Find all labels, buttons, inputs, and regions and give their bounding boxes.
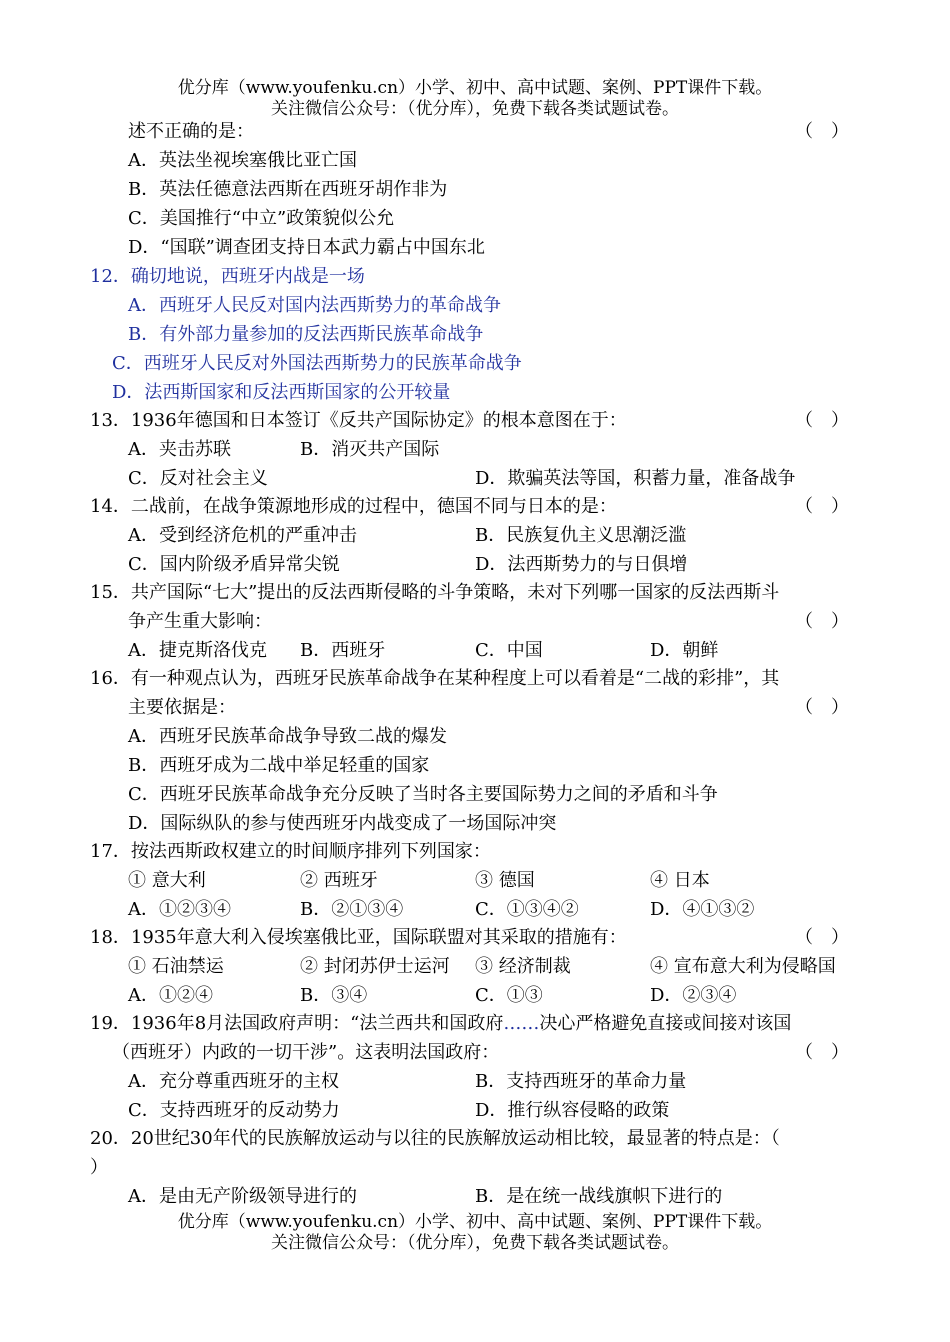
answer-blank: （ ） <box>795 1042 849 1063</box>
option-b: B．西班牙成为二战中举足轻重的国家 <box>128 755 430 776</box>
option-d: D．②③④ <box>650 985 737 1006</box>
answer-blank: （ ） <box>795 410 849 431</box>
option-d: D．法西斯势力的与日俱增 <box>475 554 688 575</box>
question-16-stem-line-2: 主要依据是： <box>128 697 236 718</box>
option-d: D．朝鲜 <box>650 640 719 661</box>
question-20-stem-line-2: ） <box>90 1157 108 1178</box>
option-d: D．国际纵队的参与使西班牙内战变成了一场国际冲突 <box>128 813 557 834</box>
answer-blank: （ ） <box>795 611 849 632</box>
option-c: C．美国推行“中立”政策貌似公允 <box>128 208 395 229</box>
option-a: A．是由无产阶级领导进行的 <box>128 1186 357 1207</box>
option-b: B．民族复仇主义思潮泛滥 <box>475 525 687 546</box>
answer-blank: （ ） <box>795 121 849 142</box>
option-c: C．国内阶级矛盾异常尖锐 <box>128 554 340 575</box>
option-b: B．支持西班牙的革命力量 <box>475 1071 687 1092</box>
question-11-stem: 述不正确的是： <box>128 121 254 142</box>
footer-line-2: 关注微信公众号：（优分库），免费下载各类试题试卷。 <box>271 1233 679 1253</box>
option-a: A．①②③④ <box>128 899 231 920</box>
question-16-stem-line-1: 16．有一种观点认为，西班牙民族革命战争在某种程度上可以看着是“二战的彩排”，其 <box>90 668 780 689</box>
option-b: B．是在统一战线旗帜下进行的 <box>475 1186 723 1207</box>
option-b: B．③④ <box>300 985 368 1006</box>
answer-blank: （ ） <box>795 697 849 718</box>
option-d: D．欺骗英法等国，积蓄力量，准备战争 <box>475 468 796 489</box>
option-a: A．充分尊重西班牙的主权 <box>128 1071 339 1092</box>
option-b: B．西班牙 <box>300 640 386 661</box>
option-d: D．④①③② <box>650 899 755 920</box>
question-15-stem-line-1: 15．共产国际“七大”提出的反法西斯侵略的斗争策略，未对下列哪一国家的反法西斯斗 <box>90 582 780 603</box>
answer-blank: （ ） <box>795 927 849 948</box>
option-c: C．反对社会主义 <box>128 468 268 489</box>
option-c: C．西班牙民族革命战争充分反映了当时各主要国际势力之间的矛盾和斗争 <box>128 784 718 805</box>
option-b: B．②①③④ <box>300 899 404 920</box>
option-b: B．英法任德意法西斯在西班牙胡作非为 <box>128 179 448 200</box>
question-17-stem: 17．按法西斯政权建立的时间顺序排列下列国家： <box>90 841 491 862</box>
option-d: D．法西斯国家和反法西斯国家的公开较量 <box>112 382 451 403</box>
option-a: A．受到经济危机的严重冲击 <box>128 525 357 546</box>
option-a: A．捷克斯洛伐克 <box>128 640 267 661</box>
question-19-stem-line-2: （西班牙）内政的一切干涉”。这表明法国政府： <box>112 1042 500 1063</box>
option-c: C．中国 <box>475 640 543 661</box>
option-c: C．西班牙人民反对外国法西斯势力的民族革命战争 <box>112 353 522 374</box>
option-c: C．①③ <box>475 985 543 1006</box>
item-2: ② 封闭苏伊士运河 <box>300 956 450 977</box>
option-a: A．西班牙人民反对国内法西斯势力的革命战争 <box>128 295 501 316</box>
answer-blank: （ ） <box>795 496 849 517</box>
option-d: D．推行纵容侵略的政策 <box>475 1100 670 1121</box>
option-b: B．有外部力量参加的反法西斯民族革命战争 <box>128 324 484 345</box>
item-2: ② 西班牙 <box>300 870 378 891</box>
option-a: A．夹击苏联 <box>128 439 231 460</box>
item-4: ④ 日本 <box>650 870 710 891</box>
question-18-stem: 18．1935年意大利入侵埃塞俄比亚，国际联盟对其采取的措施有： <box>90 927 627 948</box>
option-b: B．消灭共产国际 <box>300 439 440 460</box>
question-19-stem-line-1 <box>90 1013 791 1035</box>
item-3: ③ 经济制裁 <box>475 956 571 977</box>
item-4: ④ 宣布意大利为侵略国 <box>650 956 836 977</box>
ellipsis: …… <box>503 1013 540 1034</box>
option-a: A．西班牙民族革命战争导致二战的爆发 <box>128 726 447 747</box>
question-20-stem-line-1: 20．20世纪30年代的民族解放运动与以往的民族解放运动相比较，最显著的特点是：（ <box>90 1128 780 1149</box>
option-a: A．①②④ <box>128 985 213 1006</box>
question-13-stem: 13．1936年德国和日本签订《反共产国际协定》的根本意图在于： <box>90 410 627 431</box>
item-1: ① 石油禁运 <box>128 956 224 977</box>
option-c: C．支持西班牙的反动势力 <box>128 1100 340 1121</box>
option-a: A．英法坐视埃塞俄比亚亡国 <box>128 150 357 171</box>
item-1: ① 意大利 <box>128 870 206 891</box>
header-line-2: 关注微信公众号：（优分库），免费下载各类试题试卷。 <box>271 99 679 119</box>
question-15-stem-line-2: 争产生重大影响： <box>128 611 272 632</box>
question-12-stem: 12．确切地说，西班牙内战是一场 <box>90 266 365 287</box>
option-c: C．①③④② <box>475 899 579 920</box>
stem-text-end: 决心严格避免直接或间接对该国 <box>539 1013 792 1034</box>
question-14-stem: 14．二战前，在战争策源地形成的过程中，德国不同与日本的是： <box>90 496 617 517</box>
item-3: ③ 德国 <box>475 870 535 891</box>
header-line-1: 优分库（www.youfenku.cn）小学、初中、高中试题、案例、PPT课件下载。 <box>177 78 773 98</box>
option-d: D．“国联”调查团支持日本武力霸占中国东北 <box>128 237 485 258</box>
stem-text-start: 19．1936年8月法国政府声明：“法兰西共和国政府 <box>90 1013 504 1034</box>
footer-line-1: 优分库（www.youfenku.cn）小学、初中、高中试题、案例、PPT课件下载。 <box>177 1212 773 1232</box>
